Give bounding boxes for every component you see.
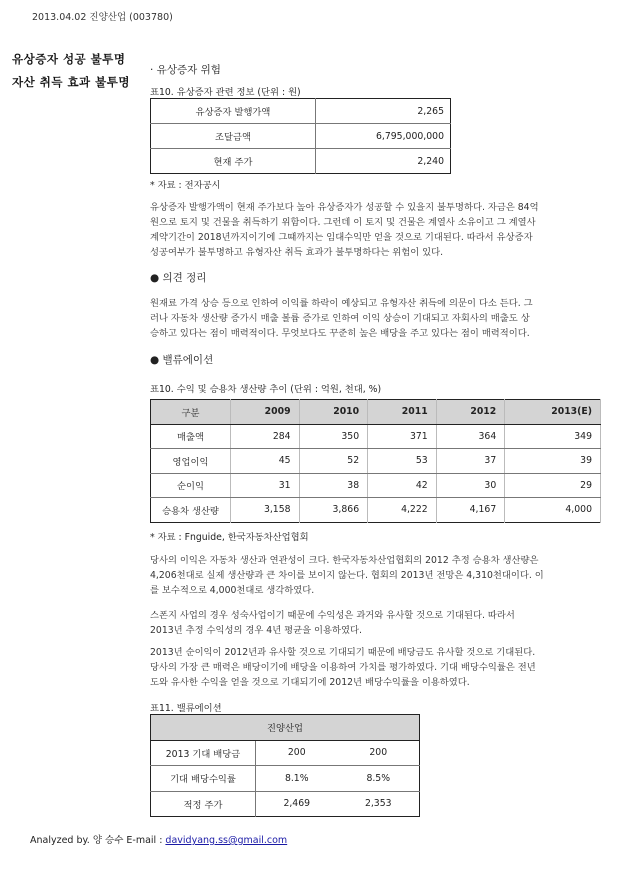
- text-line: 유상증자 발행가액이 현재 주가보다 높아 유상증자가 성공할 수 있을지 불투명하다. 자금은 84억: [150, 202, 539, 213]
- col-header: 구분: [151, 400, 231, 425]
- text-line: 성공여부가 불투명하고 유형자산 취득 효과가 불투명하다는 위험이 있다.: [150, 247, 444, 258]
- row-label: 적정 주가: [151, 791, 256, 817]
- text-line: 당사의 가장 큰 매력은 배당이기에 배당을 이용하여 가치를 평가하였다. 기대 배당수익률은 전년: [150, 662, 536, 673]
- cell: 53: [368, 449, 437, 474]
- table10a-caption: 표10. 유상증자 관련 정보 (단위 : 원): [150, 87, 301, 98]
- cell: 3,158: [231, 498, 300, 523]
- table-row: [151, 766, 420, 792]
- page-header: 2013.04.02 진양산업 (003780): [32, 12, 173, 23]
- row-label: 조달금액: [151, 124, 316, 149]
- cell: 42: [368, 473, 437, 498]
- cell: 37: [436, 449, 505, 474]
- cell: 200: [338, 740, 420, 766]
- section-valuation: ● 밸류에이션: [150, 354, 214, 366]
- cell: 31: [231, 473, 300, 498]
- paragraph-risk: [150, 200, 610, 260]
- col-header: 2010: [299, 400, 368, 425]
- col-header: 2009: [231, 400, 300, 425]
- text-line: 를 보수적으로 4,000천대로 생각하였다.: [150, 585, 315, 596]
- section-rights-offering-risk: · 유상증자 위험: [150, 64, 221, 76]
- side-title-line-2: 자산 취득 효과 불투명: [12, 75, 130, 89]
- earnings-production-table: [150, 399, 601, 523]
- table-row: [151, 791, 420, 817]
- text-line: 스폰지 사업의 경우 성숙사업이기 때문에 수익성은 과거와 유사할 것으로 기대된다. 따라서: [150, 610, 515, 621]
- table-row: [151, 99, 451, 124]
- row-label: 현재 주가: [151, 149, 316, 174]
- row-label: 2013 기대 배당금: [151, 740, 256, 766]
- table-header-row: [151, 715, 420, 741]
- cell: 52: [299, 449, 368, 474]
- cell: 364: [436, 424, 505, 449]
- text-line: 2013년 순이익이 2012년과 유사할 것으로 기대되기 때문에 배당금도 유사할 것으로 기대된다.: [150, 647, 536, 658]
- paragraph-opinion: [150, 296, 610, 341]
- table10a-source: * 자료 : 전자공시: [150, 180, 221, 191]
- footer-prefix: Analyzed by. 양 승수 E-mail :: [30, 835, 166, 846]
- footer: [30, 832, 287, 846]
- paragraph-production: [150, 553, 610, 598]
- table-row: [151, 149, 451, 174]
- table-row: [151, 424, 601, 449]
- col-header: 2013(E): [505, 400, 601, 425]
- table10b-caption: 표10. 수익 및 승용차 생산량 추이 (단위 : 억원, 천대, %): [150, 384, 382, 395]
- text-line: 러나 자동차 생산량 증가시 매출 볼륨 증가로 인하여 이익 상승이 기대되고 자회사의 매출도 상: [150, 313, 530, 324]
- cell: 371: [368, 424, 437, 449]
- row-label: 승용차 생산량: [151, 498, 231, 523]
- cell: 284: [231, 424, 300, 449]
- valuation-table: [150, 714, 420, 817]
- table-row: [151, 473, 601, 498]
- row-value: 2,240: [417, 155, 444, 167]
- cell: 30: [436, 473, 505, 498]
- text-line: 2013년 추정 수익성의 경우 4년 평균을 이용하였다.: [150, 625, 362, 636]
- row-label: 매출액: [151, 424, 231, 449]
- cell: 200: [256, 740, 338, 766]
- section-opinion: ● 의견 정리: [150, 272, 207, 284]
- text-line: 원재료 가격 상승 등으로 인하여 이익률 하락이 예상되고 유형자산 취득에 의문이 다소 든다. 그: [150, 298, 533, 309]
- email-link[interactable]: davidyang.ss@gmail.com: [165, 835, 288, 846]
- table-row: [151, 449, 601, 474]
- company-header: 진양산업: [151, 715, 420, 741]
- cell: 4,167: [436, 498, 505, 523]
- cell: 45: [231, 449, 300, 474]
- text-line: 계약기간이 2018년까지이기에 그때까지는 임대수익만 얻을 것으로 기대된다. 따라서 유상증자: [150, 232, 533, 243]
- cell: 349: [505, 424, 601, 449]
- row-label: 기대 배당수익률: [151, 766, 256, 792]
- cell: 8.5%: [338, 766, 420, 792]
- text-line: 4,206천대로 실제 생산량과 큰 차이를 보이지 않는다. 협회의 2013년 전망은 4,310천대이다. 이: [150, 570, 544, 581]
- paragraph-sponge: [150, 608, 610, 638]
- col-header: 2012: [436, 400, 505, 425]
- table-row: [151, 740, 420, 766]
- row-label: 순이익: [151, 473, 231, 498]
- row-value: 6,795,000,000: [316, 124, 451, 149]
- row-value: 2,265: [316, 99, 451, 124]
- table-row: [151, 498, 601, 523]
- cell: 39: [505, 449, 601, 474]
- cell: 8.1%: [256, 766, 338, 792]
- cell: 38: [299, 473, 368, 498]
- table10b-source: * 자료 : Fnguide, 한국자동차산업협회: [150, 532, 309, 543]
- cell: 4,222: [368, 498, 437, 523]
- text-line: 도와 유사한 수익을 얻을 것으로 기대되기에 2012년 배당수익률을 이용하였다.: [150, 677, 470, 688]
- side-title-line-1: 유상증자 성공 불투명: [12, 52, 126, 66]
- cell: 4,000: [505, 498, 601, 523]
- text-line: 원으로 토지 및 건물을 취득하기 위함이다. 그런데 이 토지 및 건물은 계열사 소유이고 그 계열사: [150, 217, 536, 228]
- table-header-row: [151, 400, 601, 425]
- cell: 350: [299, 424, 368, 449]
- row-label: 유상증자 발행가액: [151, 99, 316, 124]
- table11-caption: 표11. 밸류에이션: [150, 703, 222, 714]
- text-line: 당사의 이익은 자동차 생산과 연관성이 크다. 한국자동차산업협회의 2012 추정 승용차 생산량은: [150, 555, 539, 566]
- rights-offering-table: [150, 98, 451, 174]
- row-label: 영업이익: [151, 449, 231, 474]
- table-row: [151, 124, 451, 149]
- cell: 2,469: [283, 798, 311, 810]
- col-header: 2011: [368, 400, 437, 425]
- text-line: 승하고 있다는 점이 매력적이다. 무엇보다도 꾸준히 높은 배당을 주고 있다는 점이 매력적이다.: [150, 328, 530, 339]
- paragraph-dividend: [150, 645, 610, 690]
- cell: 29: [505, 473, 601, 498]
- cell: 2,353: [364, 798, 392, 810]
- cell: 3,866: [299, 498, 368, 523]
